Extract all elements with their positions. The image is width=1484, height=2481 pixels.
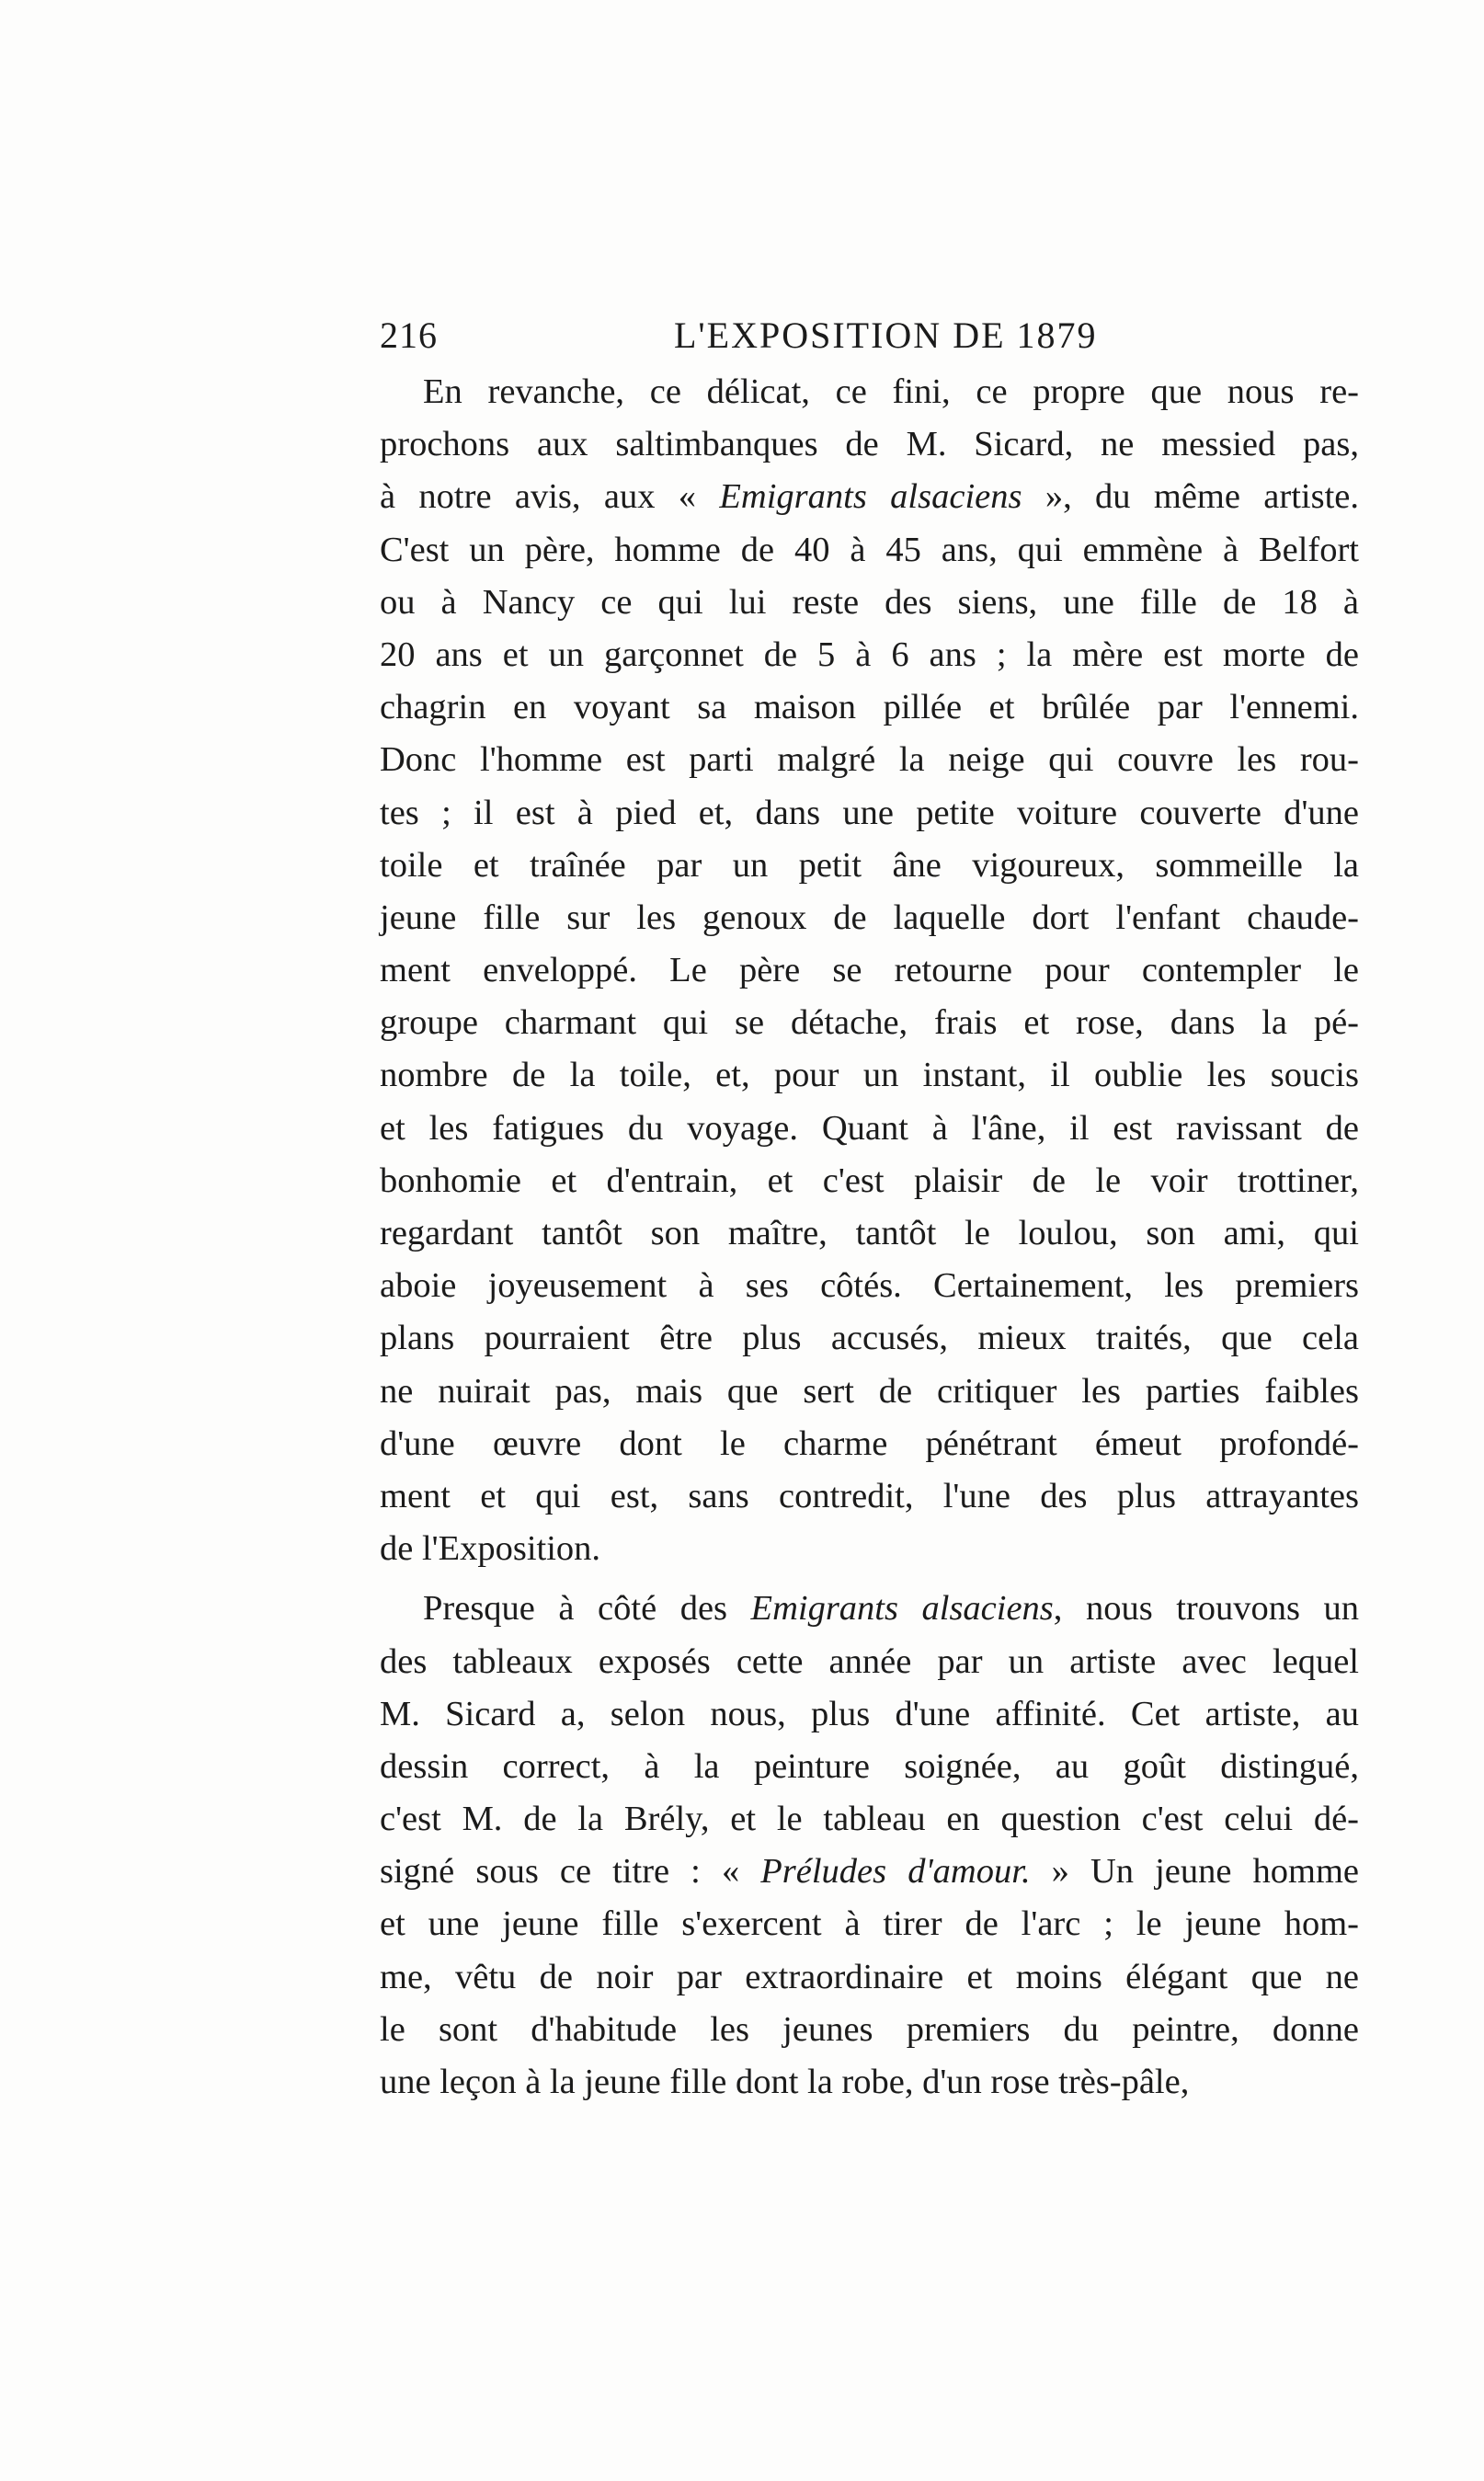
text-line: chagrin en voyant sa maison pillée et brûlée par l'ennemi. (380, 688, 1359, 727)
paragraph (380, 366, 1359, 1575)
text-line: c'est M. de la Brély, et le tableau en question c'est celui dé- (380, 1800, 1359, 1839)
text-line: groupe charmant qui se détache, frais et rose, dans la pé- (380, 1003, 1359, 1043)
italic-title: Emigrants alsaciens (719, 477, 1022, 517)
text-segment: », du même artiste. (1022, 477, 1359, 517)
text-line (380, 471, 1359, 523)
text-segment: à notre avis, aux « (380, 477, 720, 517)
text-line: plans pourraient être plus accusés, mieux traités, que cela (380, 1319, 1359, 1358)
text-line: dessin correct, à la peinture soignée, au goût distingué, (380, 1746, 1359, 1786)
text-line: ne nuirait pas, mais que sert de critiquer les parties faibles (380, 1371, 1359, 1411)
text-line: Donc l'homme est parti malgré la neige qui couvre les rou- (380, 740, 1359, 780)
body-text (380, 366, 1359, 2109)
text-line: toile et traînée par un petit âne vigoureux, sommeille la (380, 845, 1359, 885)
text-line: tes ; il est à pied et, dans une petite voiture couverte d'une (380, 793, 1359, 832)
italic-title: Préludes d'amour. (760, 1852, 1031, 1892)
text-line: aboie joyeusement à ses côtés. Certainement, les premiers (380, 1266, 1359, 1306)
text-line: prochons aux saltimbanques de M. Sicard, ne messied pas, (380, 425, 1359, 464)
text-line: ment enveloppé. Le père se retourne pour contempler le (380, 951, 1359, 990)
text-line: ou à Nancy ce qui lui reste des siens, une fille de 18 à (380, 582, 1359, 622)
text-line: une leçon à la jeune fille dont la robe, d'un rose très-pâle, (380, 2063, 1190, 2101)
text-line: 20 ans et un garçonnet de 5 à 6 ans ; la mère est morte de (380, 635, 1359, 674)
paragraph-gap (380, 1575, 1359, 1583)
text-line (380, 1846, 1359, 1898)
text-line: M. Sicard a, selon nous, plus d'une affinité. Cet artiste, au (380, 1694, 1359, 1733)
text-line: de l'Exposition. (380, 1529, 601, 1569)
text-line (380, 1583, 1359, 1635)
text-segment: signé sous ce titre : « (380, 1852, 761, 1892)
text-line: d'une œuvre dont le charme pénétrant émeut profondé- (380, 1423, 1359, 1463)
text-line: et les fatigues du voyage. Quant à l'âne, il est ravissant de (380, 1108, 1359, 1148)
text-segment: » Un jeune homme (1030, 1852, 1360, 1892)
text-line: et une jeune fille s'exercent à tirer de l'arc ; le jeune hom- (380, 1904, 1359, 1944)
text-line: regardant tantôt son maître, tantôt le loulou, son ami, qui (380, 1214, 1359, 1252)
text-segment: , nous trouvons un (1053, 1589, 1359, 1629)
text-line: jeune fille sur les genoux de laquelle dort l'enfant chaude- (380, 898, 1359, 937)
text-line: En revanche, ce délicat, ce fini, ce propre que nous re- (423, 372, 1359, 411)
italic-title: Emigrants alsaciens (750, 1589, 1054, 1629)
text-line: des tableaux exposés cette année par un artiste avec lequel (380, 1641, 1359, 1681)
text-line: me, vêtu de noir par extraordinaire et moins élégant que ne (380, 1957, 1359, 1996)
text-line: C'est un père, homme de 40 à 45 ans, qui emmène à Belfort (380, 530, 1359, 569)
running-title: L'EXPOSITION DE 1879 (674, 314, 1098, 356)
text-segment: Presque à côté des (423, 1589, 751, 1629)
page-header (380, 308, 1359, 363)
paragraph (380, 1583, 1359, 2109)
page-number: 216 (380, 314, 438, 356)
text-line: bonhomie et d'entrain, et c'est plaisir de le voir trottiner, (380, 1160, 1359, 1200)
text-line: ment et qui est, sans contredit, l'une des plus attrayantes (380, 1476, 1359, 1515)
text-line: nombre de la toile, et, pour un instant, il oublie les soucis (380, 1056, 1359, 1095)
text-line: le sont d'habitude les jeunes premiers du peintre, donne (380, 2009, 1359, 2049)
